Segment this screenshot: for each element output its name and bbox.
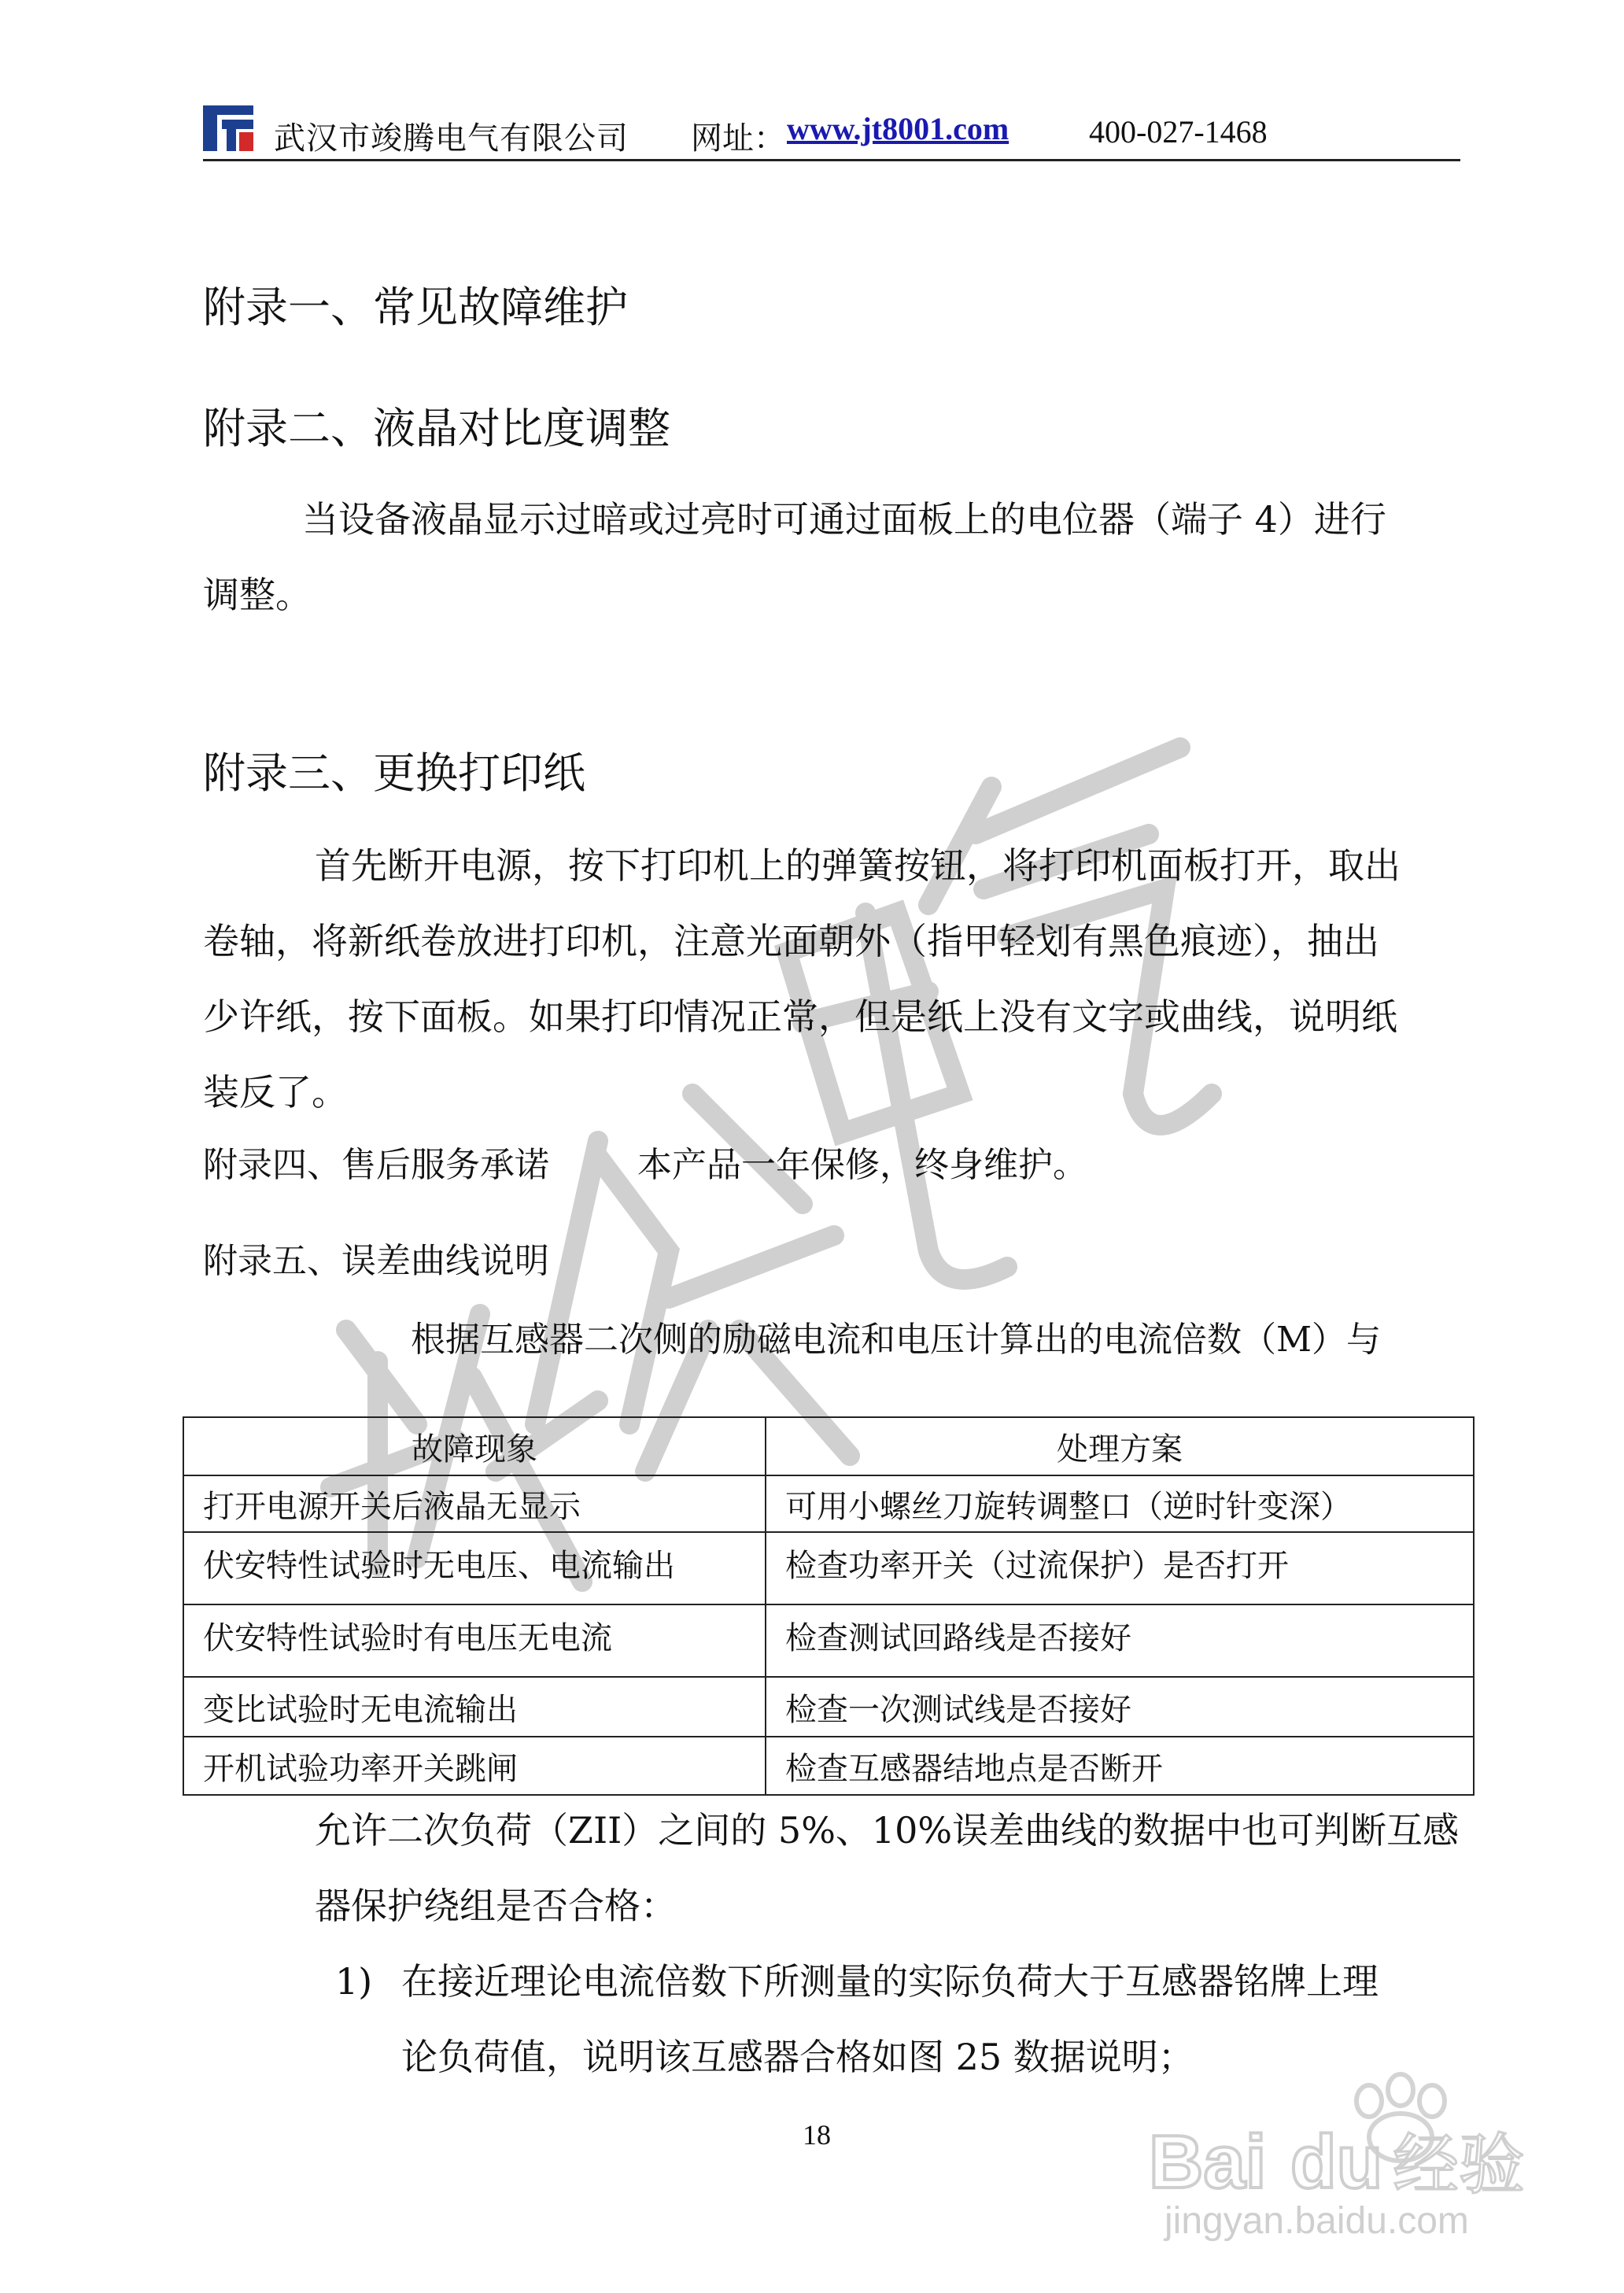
list-item-line1: 在接近理论电流倍数下所测量的实际负荷大于互感器铭牌上理 (401, 1960, 1379, 2003)
svg-text:经验: 经验 (1393, 2126, 1526, 2203)
appendix2-text-line2: 调整。 (203, 574, 312, 616)
company-logo (203, 105, 253, 151)
table-row (183, 1532, 1474, 1604)
appendix3-heading: 附录三、更换打印纸 (203, 748, 585, 798)
website-label: 网址： (691, 120, 785, 157)
table-cell-solution: 检查测试回路线是否接好 (766, 1604, 1474, 1677)
website-link[interactable]: www.jt8001.com (787, 111, 1009, 146)
table-row (183, 1737, 1474, 1795)
table-row (183, 1604, 1474, 1677)
appendix1-heading: 附录一、常见故障维护 (203, 282, 628, 332)
table-cell-symptom: 打开电源开关后液晶无显示 (183, 1475, 766, 1532)
list-item-line2: 论负荷值，说明该互感器合格如图 25 数据说明； (401, 2036, 1194, 2078)
baidu-jingyan-watermark (1133, 2070, 1542, 2243)
svg-text:du: du (1290, 2120, 1383, 2204)
table-cell-solution: 可用小螺丝刀旋转调整口（逆时针变深） (766, 1475, 1474, 1532)
appendix4-text: 本产品一年保修，终身维护。 (637, 1145, 1087, 1185)
table-row (183, 1475, 1474, 1532)
appendix5-heading: 附录五、误差曲线说明 (203, 1241, 549, 1281)
company-name: 武汉市竣腾电气有限公司 (274, 120, 629, 157)
appendix3-text-line1: 首先断开电源，按下打印机上的弹簧按钮，将打印机面板打开，取出 (315, 844, 1401, 887)
list-item-number: 1) (335, 1960, 373, 2003)
phone-number: 400-027-1468 (1089, 114, 1268, 150)
page-number: 18 (803, 2119, 831, 2151)
page-header (203, 105, 1459, 161)
appendix5-text-line3: 器保护绕组是否合格： (315, 1885, 677, 1927)
table-header-row (183, 1417, 1474, 1475)
table-cell-solution: 检查功率开关（过流保护）是否打开 (766, 1532, 1474, 1604)
appendix4-heading: 附录四、售后服务承诺 (203, 1145, 549, 1185)
appendix2-text-line1: 当设备液晶显示过暗或过亮时可通过面板上的电位器（端子 4）进行 (302, 498, 1386, 541)
appendix3-text-line2: 卷轴，将新纸卷放进打印机，注意光面朝外（指甲轻划有黑色痕迹），抽出 (203, 920, 1379, 962)
table-cell-symptom: 伏安特性试验时无电压、电流输出 (183, 1532, 766, 1604)
table-cell-symptom: 伏安特性试验时有电压无电流 (183, 1604, 766, 1677)
svg-text:jingyan.baidu.com: jingyan.baidu.com (1164, 2200, 1469, 2242)
fault-table (183, 1416, 1475, 1796)
table-cell-solution: 检查互感器结地点是否断开 (766, 1737, 1474, 1795)
appendix5-text-line2: 允许二次负荷（ZII）之间的 5%、10%误差曲线的数据中也可判断互感 (315, 1809, 1460, 1852)
table-cell-symptom: 开机试验功率开关跳闸 (183, 1737, 766, 1795)
header-divider (203, 159, 1460, 161)
table-row (183, 1677, 1474, 1737)
appendix3-text-line3: 少许纸，按下面板。如果打印情况正常，但是纸上没有文字或曲线，说明纸 (203, 995, 1397, 1038)
table-header-solution: 处理方案 (766, 1417, 1474, 1475)
table-header-symptom: 故障现象 (183, 1417, 766, 1475)
appendix2-heading: 附录二、液晶对比度调整 (203, 404, 670, 453)
table-cell-solution: 检查一次测试线是否接好 (766, 1677, 1474, 1737)
appendix3-text-line4: 装反了。 (203, 1071, 348, 1113)
appendix5-text-line1: 根据互感器二次侧的励磁电流和电压计算出的电流倍数（M）与 (411, 1320, 1382, 1360)
svg-text:Bai: Bai (1149, 2120, 1267, 2204)
table-cell-symptom: 变比试验时无电流输出 (183, 1677, 766, 1737)
